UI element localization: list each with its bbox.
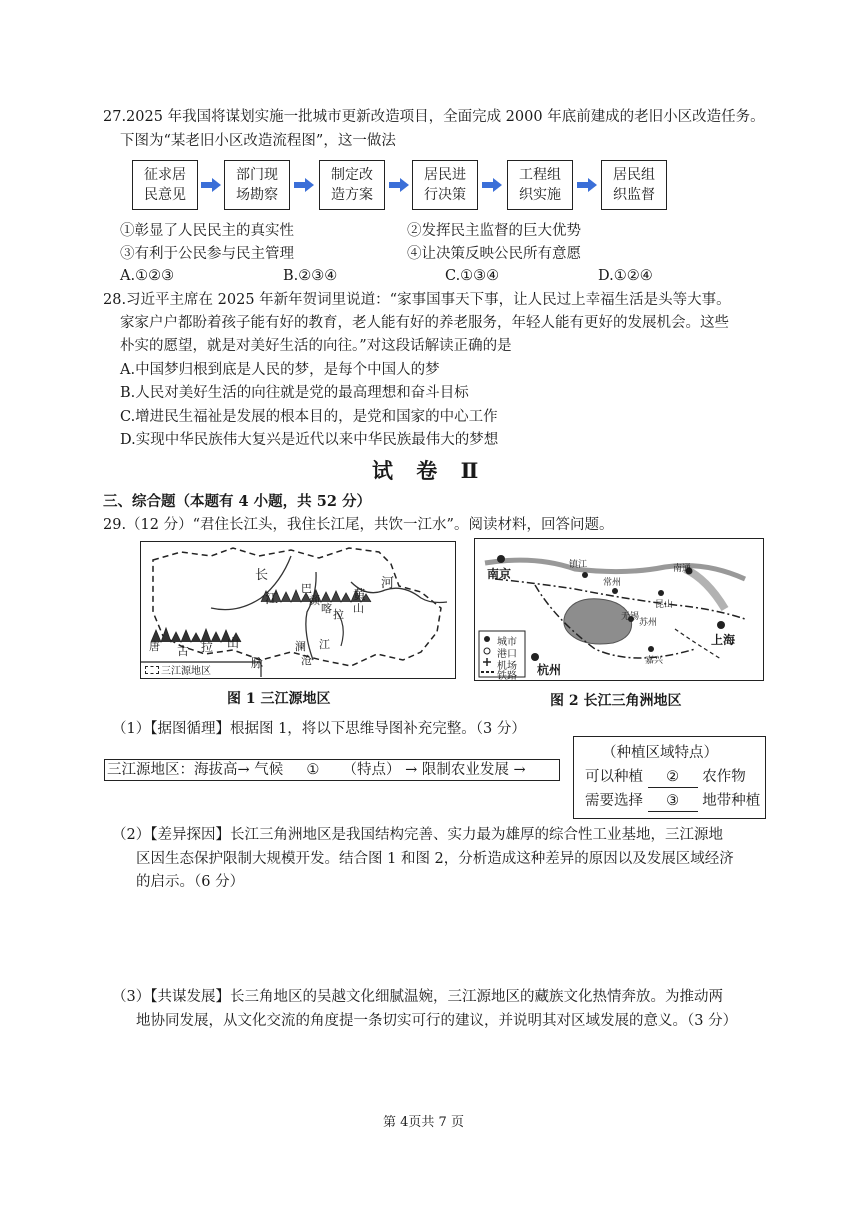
q27-option-4: ④让决策反映公民所有意愿 (407, 246, 581, 262)
fig1-label-tangula-3: 拉 (201, 640, 214, 654)
fig1-legend (145, 662, 211, 677)
mindmap-box-line1 (585, 767, 746, 788)
paper2-title: 试 卷 Ⅱ (372, 458, 487, 483)
fig2-legend-railway: 铁路 (497, 671, 517, 682)
fig2-label-suzhou: 苏州 (639, 618, 658, 628)
q29-part3-line2: 地协同发展，从文化交流的角度提一条切实可行的建议，并说明其对区域发展的意义。（3 分） (136, 1013, 738, 1029)
q27-choice-d: D.①②④ (598, 268, 653, 284)
flow-step-5-l1: 工程组 (519, 167, 561, 183)
fig2-legend-airport: 机场 (497, 661, 517, 672)
fig1-label-bayan-1: 巴 (301, 582, 312, 595)
flow-step-2 (224, 160, 290, 210)
flow-step-2-l1: 部门现 (236, 167, 278, 183)
flow-step-4-l1: 居民进 (424, 167, 466, 183)
flow-step-3-l1: 制定改 (331, 167, 373, 183)
q27-choice-a: A.①②③ (120, 268, 175, 284)
q28-choice-a: A.中国梦归根到底是人民的梦，是每个中国人的梦 (120, 362, 440, 378)
q27-option-2: ②发挥民主监督的巨大优势 (407, 223, 581, 239)
q29-part3-line1: （3）【共谋发展】长三角地区的吴越文化细腻温婉，三江源地区的藏族文化热情奔放。为推动两 (112, 989, 723, 1005)
q28-choice-c: C.增进民生福祉是发展的根本目的，是党和国家的中心工作 (120, 409, 498, 425)
q27-stem-line1: 27.2025 年我国将谋划实施一批城市更新改造项目，全面完成 2000 年底前建成的老旧小区改造任务。 (103, 109, 765, 125)
fig1-label-huang: 黄 (353, 588, 367, 603)
fig1-label-bayan-5: 山 (353, 602, 364, 615)
fig2-label-hangzhou: 杭州 (537, 663, 562, 677)
mindmap-box-title: （种植区域特点） (602, 745, 718, 761)
fig1-label-lancang-1: 澜 (295, 640, 306, 653)
section3-heading: 三、综合题（本题有 4 小题，共 52 分） (103, 493, 371, 510)
q28-choice-d: D.实现中华民族伟大复兴是近代以来中华民族最伟大的梦想 (120, 432, 499, 448)
fig2-label-changzhou: 常州 (603, 578, 622, 588)
mindmap-blank-1[interactable]: ① (288, 760, 338, 781)
fig1-label-chang: 长 (255, 568, 269, 583)
fig1-label-bayan-4: 拉 (333, 608, 344, 621)
fig1-label-jiang: 江 (265, 592, 279, 607)
fig1-caption: 图 1 三江源地区 (227, 691, 331, 707)
q27-choice-c: C.①③④ (445, 268, 500, 284)
fig1-label-tangula-1: 唐 (149, 640, 160, 653)
mindmap-chain-text (107, 760, 526, 781)
q28-choice-b: B.人民对美好生活的向往就是党的最高理想和奋斗目标 (120, 385, 469, 401)
page-footer: 第 4页共 7 页 (383, 1115, 464, 1130)
q27-option-1: ①彰显了人民民主的真实性 (120, 223, 294, 239)
fig2-label-kunshan: 昆山 (655, 600, 674, 610)
fig2-map-drawing (475, 539, 762, 679)
fig1-legend-label: 三江源地区 (161, 666, 211, 677)
fig1-label-lancang-3: 江 (319, 638, 330, 651)
fig2-label-jiaxing: 嘉兴 (645, 656, 664, 666)
fig2-label-shanghai: 上海 (711, 633, 736, 647)
flow-step-4 (412, 160, 478, 210)
fig1-label-tangula-5: 脉 (251, 656, 264, 670)
fig1-label-bayan-2: 颜 (309, 594, 320, 607)
q27-stem-line2: 下图为“某老旧小区改造流程图”，这一做法 (120, 133, 396, 149)
fig1-label-lancang-2: 沧 (301, 654, 312, 667)
flow-step-1-l1: 征求居 (144, 167, 186, 183)
q29-part2-line2: 区因生态保护限制大规模开发。结合图 1 和图 2，分析造成这种差异的原因以及发展区域经济 (136, 851, 734, 867)
mindmap-box-line2-b: 地带种植 (702, 793, 761, 809)
fig2-label-wuxi: 无锡 (621, 612, 640, 622)
flow-step-4-l2: 行决策 (424, 187, 466, 203)
flow-step-5 (507, 160, 573, 210)
fig2-caption: 图 2 长江三角洲地区 (550, 693, 682, 709)
mindmap-chain-prefix: 三江源地区：海拔高→ 气候 (107, 762, 284, 778)
mindmap-box-line2 (585, 791, 760, 812)
q27-choice-b: B.②③④ (283, 268, 338, 284)
fig1-label-he: 河 (381, 576, 395, 591)
q29-part2-line3: 的启示。（6 分） (136, 874, 245, 890)
q27-option-3: ③有利于公民参与民主管理 (120, 246, 294, 262)
fig1-label-tangula-2: 古 (177, 644, 190, 658)
mindmap-box-line2-a: 需要选择 (585, 793, 643, 809)
q29-stem: 29.（12 分）“君住长江头，我住长江尾，共饮一江水”。阅读材料，回答问题。 (103, 517, 614, 533)
flow-arrow-icon (294, 178, 314, 192)
flow-arrow-icon (482, 178, 502, 192)
q29-part2-line1: （2）【差异探因】长江三角洲地区是我国结构完善、实力最为雄厚的综合性工业基地，三江源地 (112, 827, 723, 843)
fig2-map (474, 538, 764, 681)
mindmap-blank-2[interactable]: ② (648, 767, 698, 788)
mindmap-box-line1-b: 农作物 (702, 769, 746, 785)
q28-stem-line3: 朴实的愿望，就是对美好生活的向往。”对这段话解读正确的是 (120, 338, 512, 354)
flow-step-2-l2: 场勘察 (236, 187, 278, 203)
q28-stem-line1: 28.习近平主席在 2025 年新年贺词里说道：“家事国事天下事，让人民过上幸福生活是头等大事。 (103, 292, 731, 308)
fig2-legend-port: 港口 (497, 649, 517, 660)
flow-arrow-icon (201, 178, 221, 192)
fig1-label-tangula-4: 山 (227, 636, 240, 650)
mindmap-box-line1-a: 可以种植 (585, 769, 643, 785)
fig1-map (140, 541, 456, 679)
fig1-label-bayan-3: 喀 (321, 602, 332, 615)
flow-step-1 (132, 160, 198, 210)
fig2-legend-city: 城市 (497, 637, 517, 648)
mindmap-chain-mid: （特点） → 限制农业发展 → (342, 762, 526, 778)
flow-step-6 (601, 160, 667, 210)
flow-arrow-icon (577, 178, 597, 192)
mindmap-blank-3[interactable]: ③ (648, 791, 698, 812)
flow-step-1-l2: 民意见 (144, 187, 186, 203)
fig2-label-nantong: 南通 (673, 564, 692, 574)
flow-step-3 (319, 160, 385, 210)
flow-step-6-l1: 居民组 (613, 167, 655, 183)
fig2-label-zhenjiang: 镇江 (569, 560, 588, 570)
fig2-label-nanjing: 南京 (487, 567, 512, 581)
flow-step-3-l2: 造方案 (331, 187, 373, 203)
legend-dashed-border-icon (145, 666, 159, 674)
flow-arrow-icon (389, 178, 409, 192)
q28-stem-line2: 家家户户都盼着孩子能有好的教育，老人能有好的养老服务，年轻人能有更好的发展机会。这些 (120, 315, 729, 331)
flow-step-5-l2: 织实施 (519, 187, 561, 203)
q29-part1-prompt: （1）【据图循理】根据图 1，将以下思维导图补充完整。（3 分） (112, 721, 526, 737)
flow-step-6-l2: 织监督 (613, 187, 655, 203)
